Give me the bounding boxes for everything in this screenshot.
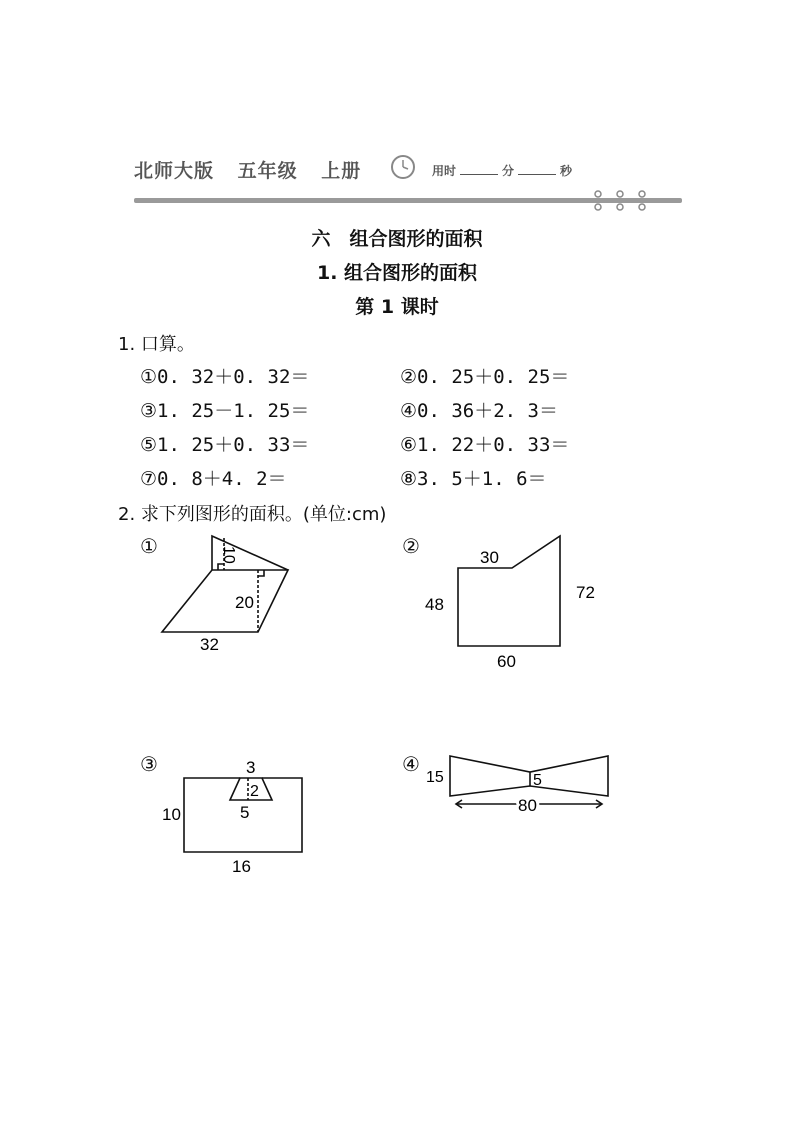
figure-3-label-2: 2 bbox=[250, 783, 259, 800]
q1-item-7: ⑦0. 8＋4. 2＝ bbox=[140, 468, 287, 490]
q1-item-1: ①0. 32＋0. 32＝ bbox=[140, 366, 310, 388]
figure-1-marker: ① bbox=[140, 534, 158, 558]
figure-1-parallelogram bbox=[162, 570, 288, 632]
q1-item-3: ③1. 25－1. 25＝ bbox=[140, 400, 310, 422]
q1-item-5: ⑤1. 25＋0. 33＝ bbox=[140, 434, 310, 456]
figure-1-right-angle-b bbox=[258, 570, 264, 576]
figure-3-label-10: 10 bbox=[162, 805, 181, 824]
q2-prompt: 2. 求下列图形的面积。(单位:cm) bbox=[118, 504, 387, 525]
figure-2-label-60: 60 bbox=[497, 652, 516, 671]
figure-1-label-32: 32 bbox=[200, 635, 219, 654]
figure-1-label-10: 10 bbox=[220, 546, 237, 564]
figure-2-label-48: 48 bbox=[425, 595, 444, 614]
figure-3-label-5: 5 bbox=[240, 803, 250, 822]
lesson-title: 第 1 课时 bbox=[355, 296, 439, 318]
figure-4-label-5: 5 bbox=[533, 772, 542, 789]
second-label: 秒 bbox=[560, 164, 573, 178]
figure-1-label-20: 20 bbox=[235, 593, 254, 612]
q1-item-2: ②0. 25＋0. 25＝ bbox=[400, 366, 570, 388]
q1-item-8: ⑧3. 5＋1. 6＝ bbox=[400, 468, 547, 490]
figure-2-label-72: 72 bbox=[576, 583, 595, 602]
figure-3-marker: ③ bbox=[140, 752, 158, 776]
q1-item-4: ④0. 36＋2. 3＝ bbox=[400, 400, 558, 422]
grade: 五年级 bbox=[237, 160, 298, 182]
figure-4-shape bbox=[450, 756, 608, 796]
minute-label: 分 bbox=[502, 164, 515, 178]
figure-4-label-15: 15 bbox=[426, 769, 444, 786]
figure-3-label-16: 16 bbox=[232, 857, 251, 876]
publisher: 北师大版 bbox=[134, 160, 215, 182]
figure-4-label-80: 80 bbox=[518, 796, 537, 815]
unit-title: 六 组合图形的面积 bbox=[311, 228, 483, 250]
figure-2-marker: ② bbox=[402, 534, 420, 558]
figure-1-right-angle-a bbox=[218, 564, 224, 570]
q1-item-6: ⑥1. 22＋0. 33＝ bbox=[400, 434, 570, 456]
section-title: 1. 组合图形的面积 bbox=[316, 262, 478, 284]
time-label: 用时 bbox=[432, 164, 457, 178]
volume: 上册 bbox=[321, 160, 362, 182]
figure-2-shape bbox=[458, 536, 560, 646]
figure-4-marker: ④ bbox=[402, 752, 420, 776]
q1-prompt: 1. 口算。 bbox=[118, 334, 195, 355]
figure-3-label-3: 3 bbox=[246, 758, 256, 777]
figure-2-label-30: 30 bbox=[480, 548, 499, 567]
